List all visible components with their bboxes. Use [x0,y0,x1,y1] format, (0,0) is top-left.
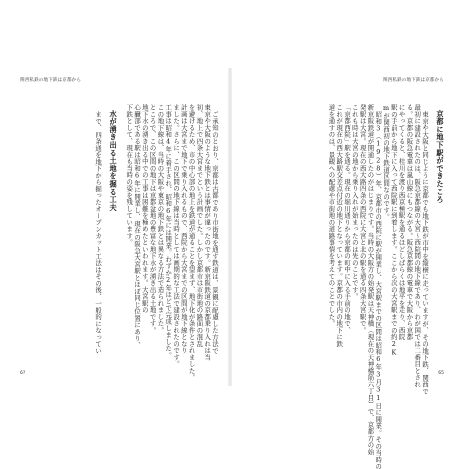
body-column: 計画は大宮まで地下で乗り入れるもので、西院から大宮までの区間が地下線となり [179,104,188,354]
book-spread [2,68,458,469]
body-column: まで、四条通を地下から掘ったオープンカット工法はその後、一般的になってい [94,110,103,354]
body-column: 「京都西院」駅を通る。現在の堀川通りから京都の町中に入る手前の地で、 [343,104,352,334]
body-column: 初、地上で四条大宮までという計画でした。しかし京都市は市街地の路面の混乱 [195,104,204,347]
body-column: 地下水の湧き出る中での工事は困難を極めたといわれます。大宮駅の [140,104,149,314]
body-column: にやってくると、桂川を渡り西京極駅を通るほどしばらくは地平を走り、西院 [397,104,406,341]
body-column: 工事は昭和4年に着手され、昭和6年には開業。わずか2年ほどで完成しました。 [164,104,173,359]
heading-spacer [118,104,124,356]
left-running-head: 関西私鉄の地下鉄は京都から [20,78,82,83]
body-column: 東京や大阪のような地下鉄とは事情が違ったのです。新京阪鉄道の京都乗り入れは当 [203,104,212,361]
section-heading: 京都に地下駅ができたころ [436,110,445,204]
body-column: る。京都の阪急電車は嵐山線にもつながる。阪急京都線の電車で大阪から京都 [405,104,414,341]
body-column: ました。さらに、この区間の地下線は当時としては画期的な工法で建設されたのです。 [172,104,181,368]
body-column: 心臓部である駅は昭和6年に開業し、現在の阪急大宮駅とほぼ同じ位置にあり、 [133,104,142,349]
left-page-number: 6? [20,371,26,376]
body-column: これが現在の西大路駅交差点付近の地下となっています。京都の市内の地下に鉄 [335,104,344,347]
body-column: ご承知のとおり、京都は古都であり市街地を通す鉄道は、景観に配慮した方法で [211,110,219,354]
body-column: 下鉄として、現在も当時の姿を残しています。 [125,104,134,246]
heading-spacer [102,104,108,356]
right-page [232,68,458,469]
right-running-head: 関西私鉄の地下鉄は京都から [382,78,444,83]
body-column: この地下線は、当時の大阪や東京の地下鉄とは異なる方法で造られました。 [156,104,165,334]
body-column: 新京阪鉄道が開通したのがはじまりです。当時の大阪方の始発駅は天神橋（現在の天神橋筋六丁目）で、京都方の始 [366,104,375,455]
body-column: 発駅は大宮。現在の西大路四条の西院に大宮と北の駅を通る四条大宮駅で。 [358,104,367,334]
body-column: ところで、この区間の地下は京都盆地の豊富な地下水が湧き出る土地です。 [148,104,157,334]
body-column: 昭和3（1928）年、京都市の西院に駅が開業し、大宮駅までの区間は昭和6年3月31日に開業。その当時の [374,110,383,469]
body-column: 駅の手前から地下に入って西院駅に到着します。ここから次の大宮駅までの約2K [389,104,398,357]
section-heading: 水が湧き出る土地を掘る工夫 [109,110,119,212]
body-column: 最初に建設されたのは、阪急京都線の大宮〜西院間の地下線であり、わが国では二番目とされ [413,104,422,388]
body-column: 道を通すのは、景観への配慮や市街地の道路事情を考えてのことでした。 [327,104,336,327]
body-column: 東京や大阪と同じように京都でも地下鉄が市中を縦横に走っていますが、その地下鉄、関西で [421,110,430,395]
heading-spacer [429,104,435,356]
body-column: を避けるため、市の中心部の地上を鉄道が通ることを望まず、地下化が条件とされました。 [187,104,196,381]
right-page-number: 65 [438,371,444,376]
body-column: mが関西初の地下鉄道区間なのです。 [382,104,391,221]
left-text-block [10,104,219,381]
left-page [2,68,228,386]
body-column: これも時は大宮の地から乗り入れが始まったのは先のことです。 [350,104,359,300]
